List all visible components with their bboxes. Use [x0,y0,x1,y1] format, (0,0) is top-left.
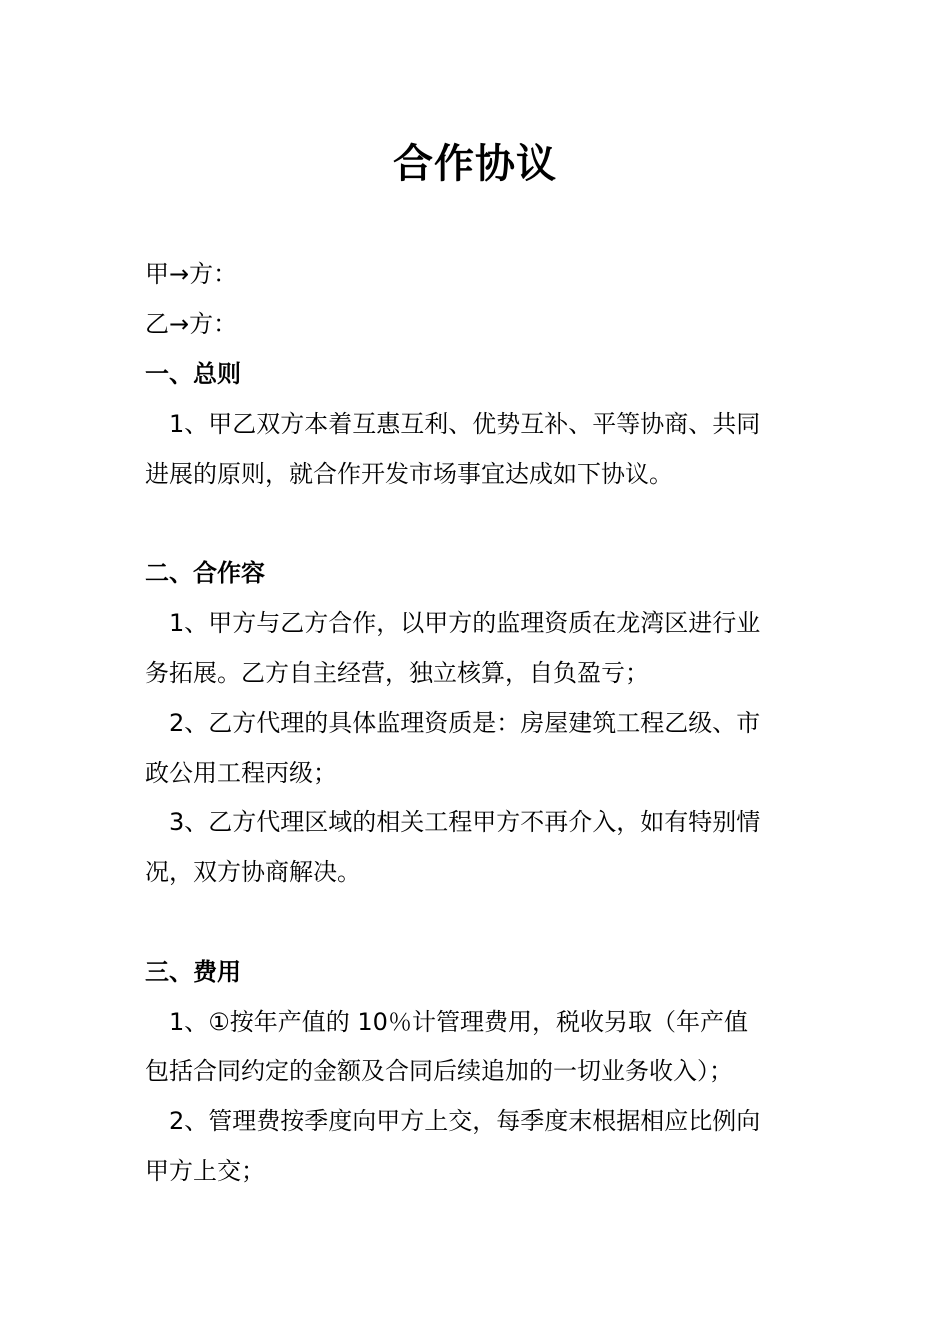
paragraph-line: 况，双方协商解决。 [145,858,361,886]
paragraph-line: 1、①按年产值的 10％计管理费用，税收另取（年产值 [169,1008,748,1036]
paragraph-line: 包括合同约定的金额及合同后续追加的一切业务收入）； [145,1057,733,1085]
section-heading-general: 一、总则 [145,360,241,388]
paragraph-line: 1、甲乙双方本着互惠互利、优势互补、平等协商、共同 [169,410,761,438]
paragraph-line: 政公用工程丙级； [145,759,337,787]
paragraph-line: 3、乙方代理区域的相关工程甲方不再介入，如有特别情 [169,808,761,836]
paragraph-line: 2、管理费按季度向甲方上交，每季度末根据相应比例向 [169,1107,761,1135]
party-a-line: 甲→方： [145,260,238,288]
section-heading-cooperation: 二、合作容 [145,559,265,587]
paragraph-line: 甲方上交； [145,1157,265,1185]
paragraph-line: 1、甲方与乙方合作，以甲方的监理资质在龙湾区进行业 [169,609,761,637]
paragraph-line: 2、乙方代理的具体监理资质是：房屋建筑工程乙级、市 [169,709,761,737]
paragraph-line: 进展的原则，就合作开发市场事宜达成如下协议。 [145,460,673,488]
party-b-line: 乙→方： [145,310,238,338]
section-heading-fees: 三、费用 [145,958,241,986]
document-title: 合作协议 [393,141,557,187]
paragraph-line: 务拓展。乙方自主经营，独立核算，自负盈亏； [145,659,649,687]
